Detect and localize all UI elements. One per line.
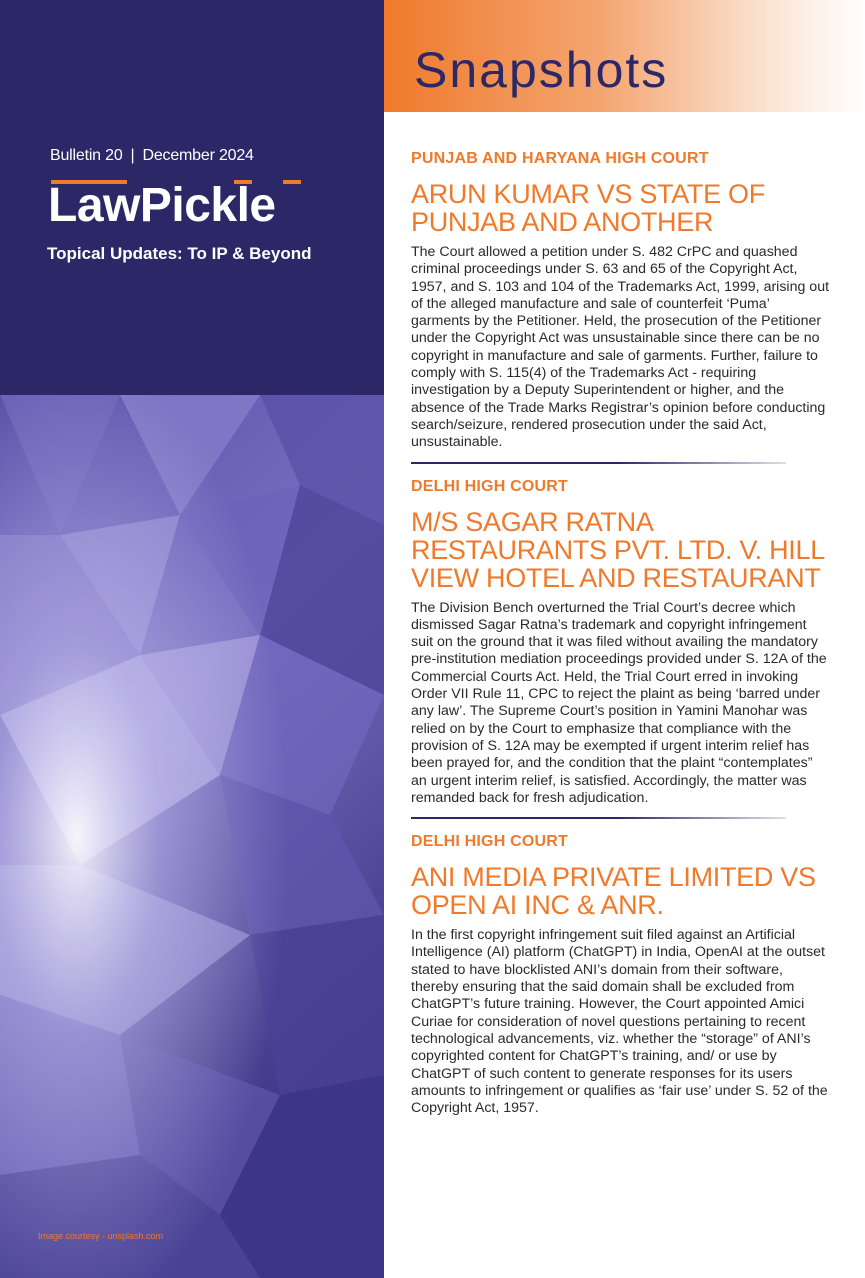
bulletin-separator: |: [130, 147, 135, 164]
bulletin-line: [50, 147, 254, 165]
article: [411, 476, 831, 808]
case-summary: In the first copyright infringement suit filed against an Artificial Intelligence (AI) platform (ChatGPT) in India, OpenAI at the outset stated to have blocklisted ANI’s domain from their software, thereby ensuring that the said domain shall be excluded from ChatGPT’s future training. However, the Court appointed Amici Curiae for consideration of novel questions pertaining to recent technological advancements, viz. whether the “storage” of ANI’s copyrighted content for ChatGPT’s training, and/ or use by ChatGPT of such content to generate responses for its users amounts to infringement or qualifies as ‘fair use’ under S. 52 of the Copyright Act, 1957.: [411, 927, 828, 1117]
case-title: ARUN KUMAR VS STATE OF PUNJAB AND ANOTHER: [411, 179, 765, 237]
divider: [411, 817, 786, 819]
articles-column: [411, 148, 831, 1117]
case-summary: The Court allowed a petition under S. 482 CrPC and quashed criminal proceedings under S. 63 and 65 of the Copyright Act, 1957, and S. 103 and 104 of the Trademarks Act, 1999, arising out of the alleged manufacture and sale of counterfeit ‘Puma’ garments by the Petitioner. Held, the prosecution of the Petitioner under the Copyright Act was unsustainable since there can be no copyright in manufacture and sale of garments. Further, failure to comply with S. 115(4) of the Trademarks Act - requiring investigation by a Deputy Superintendent or higher, and the absence of the Trade Marks Registrar’s opinion before conducting search/seizure, rendered prosecution under the said Act, unsustainable.: [411, 244, 830, 451]
case-title: ANI MEDIA PRIVATE LIMITED VS OPEN AI INC & ANR.: [411, 862, 816, 921]
case-summary: The Division Bench overturned the Trial Court’s decree which dismissed Sagar Ratna’s trademark and copyright infringement suit on the ground that it was filed without availing the mandatory pre-institution mediation proceedings provided under S. 12A of the Commercial Courts Act. Held, the Trial Court erred in invoking Order VII Rule 11, CPC to reject the plaint as being ‘barred under any law’. The Supreme Court’s position in Yamini Manohar was relied on by the Court to emphasize that compliance with the provision of S. 12A may be exempted if urgent interim relief has been prayed for, and the condition that the plaint “contemplates” an urgent interim relief, is satisfied. Accordingly, the matter was remanded back for fresh adjudication.: [411, 599, 827, 806]
crystal-background-image: [0, 395, 384, 1278]
article: [411, 831, 831, 1117]
bulletin-date: December 2024: [142, 147, 254, 164]
article: [411, 148, 831, 452]
court-name: DELHI HIGH COURT: [411, 833, 568, 851]
court-name: DELHI HIGH COURT: [411, 477, 568, 495]
tagline: Topical Updates: To IP & Beyond: [47, 244, 312, 263]
brand-logo: LawPickle: [48, 179, 276, 232]
bulletin-number: Bulletin 20: [50, 147, 123, 164]
masthead: [0, 0, 384, 395]
brand-accent-bar: [283, 180, 301, 184]
left-panel: [0, 0, 384, 1278]
page-title: Snapshots: [414, 42, 669, 98]
divider: [411, 462, 786, 464]
court-name: PUNJAB AND HARYANA HIGH COURT: [411, 150, 709, 167]
case-title: M/S SAGAR RATNA RESTAURANTS PVT. LTD. V. HILL VIEW HOTEL AND RESTAURANT: [411, 506, 824, 593]
image-credit: Image courtesy - unsplash.com: [38, 1231, 164, 1241]
